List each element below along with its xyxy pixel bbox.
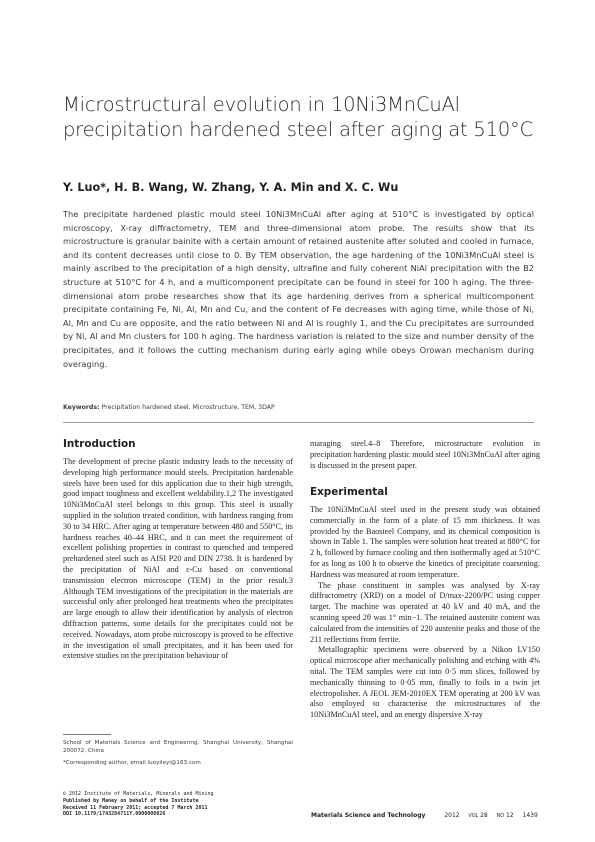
publication-year: 2012 (444, 812, 460, 819)
introduction-continuation-paragraph: maraging steel.4–8 Therefore, microstructure evolution in precipitation hardening plastic mould steel 10Ni3MnCuAl after aging is discussed in the present paper. (310, 439, 540, 470)
received-date-line: Received 11 February 2011; accepted 7 March 2011 (63, 804, 208, 811)
page-number: 1439 (522, 812, 538, 819)
issue-label: NO (496, 814, 505, 819)
copyright-line: © 2012 Institute of Materials, Minerals and Mining (63, 791, 214, 797)
author-list: Y. Luo*, H. B. Wang, W. Zhang, Y. A. Min and X. C. Wu (63, 181, 399, 194)
experimental-heading: Experimental (310, 486, 388, 498)
keywords-label: Keywords: (63, 404, 100, 411)
abstract: The precipitate hardened plastic mould steel 10Ni3MnCuAl after aging at 510°C is investigated by optical microscopy, X-ray diffractometry, TEM and three-dimensional atom probe. The results show that its microstructure is granular bainite with a certain amount of retained austenite after soluted and cooled in furnace, and its content decreases until close to 0. By TEM observation, the age hardening of the 10Ni3MnCuAl steel is mainly ascribed to the precipitation of a high density, ultrafine and fully coherent NiAl precipitation with the B2 structure at 510°C for 4 h, and a multicomponent precipitate can be found in steel for 100 h aging. The three-dimensional atom probe researches show that its age hardening derives from a spherical multicomponent precipitate containing Fe, Ni, Al, Mn and Cu, and the content of Fe decreases with aging time, while those of Ni, Al, Mn and Cu are opposite, and the ratio between Ni and Al is roughly 1, and the Cu precipitates are surrounded by Ni, Al and Mn clusters for 100 h aging. The hardness variation is related to the size and number density of the precipitates, and it follows the cutting mechanism during early aging while obeys Orowan mechanism during overaging. (63, 209, 534, 369)
volume-number: 28 (480, 812, 488, 819)
experimental-paragraph: Metallographic specimens were observed by a Nikon LV150 optical microscope after mechanically polishing and etching with 4% nital. The TEM samples were cut into 0·5 mm slices, followed by mechanically thinning to 0·05 mm, finally to foils in a twin jet electropolisher. A JEOL JEM-2010EX TEM operating at 200 kV was also employed to characterise the microstructures of the 10Ni3MnCuAl steel, and an energy dispersive X-ray (310, 645, 540, 720)
abstract-divider (63, 422, 534, 423)
experimental-paragraph: The 10Ni3MnCuAl steel used in the present study was obtained commercially in the form of a plate of 15 mm thickness. It was provided by the Baosteel Company, and its chemical composition is shown in Table 1. The samples were solution heat treated at 880°C for 2 h, followed by furnace cooling and then isothermally aged at 510°C for as long as 100 h to observe the kinetics of precipitate coarsening. Hardness was measured at room temperature. (310, 505, 541, 579)
experimental-body (310, 505, 540, 721)
copyright-block (63, 791, 303, 818)
issue-number: 12 (505, 812, 514, 819)
introduction-continuation (310, 439, 540, 471)
introduction-heading: Introduction (63, 438, 136, 450)
introduction-body (63, 457, 293, 662)
page-footer (311, 812, 538, 819)
publisher-line: Published by Maney on behalf of the Institute (63, 797, 199, 804)
keywords (63, 404, 534, 411)
author-affiliation: School of Materials Science and Engineering, Shanghai University, Shanghai 200072, China (63, 740, 293, 755)
journal-name: Materials Science and Technology (311, 812, 426, 819)
doi-line: DOI 10.1179/1743284711Y.0000000026 (63, 811, 166, 818)
footnote-divider (63, 734, 111, 735)
experimental-paragraph: The phase constituent in samples was analysed by X-ray diffractometry (XRD) on a model of D/max-2200/PC using copper target. The machine was operated at 40 kV and 40 mA, and the scanning speed 2θ was 1° min−1. The retained austenite content was calculated from the intensities of 220 austenite peaks and those of the 211 reflections from ferrite. (310, 580, 540, 644)
introduction-paragraph: The development of precise plastic industry leads to the necessity of developing high performance mould steels. Precipitation hardenable steels have been used for this application due to their high strength, good impact toughness and excellent weldability.1,2 The investigated 10Ni3MnCuAl steel belongs to this group. This steel is usually supplied in the solution treated condition, with hardness ranging from 30 to 34 HRC. After aging at temperature between 480 and 550°C, its hardness reaches 40–44 HRC, and it can meet the requirement of excellent polishing properties in contrast to quenched and tempered prehardened steel such as AISI P20 and DIN 2738. It is hardened by the precipitation of NiAl and ε-Cu based on conventional transmission electron microscope (TEM) in the prior result.3 Although TEM investigations of the precipitation in the materials are successful only after prolonged heat treatments when the precipitates are large enough to allow their identification by analysis of electron diffraction patterns, some details for the precipitates could not be received. Nowadays, atom probe microscopy is proved to be effective in the investigation of small precipitates, and it has been used for extensive studies on the precipitation behaviour of (63, 457, 293, 661)
corresponding-author: *Corresponding author, email luoyileyi@163.com (63, 760, 201, 766)
article-title: Microstructural evolution in 10Ni3MnCuAl precipitation hardened steel after aging at 510°C (63, 93, 533, 141)
volume-label: VOL (468, 814, 479, 819)
keywords-text: Precipitation hardened steel, Microstructure, TEM, 3DAP (99, 404, 275, 411)
